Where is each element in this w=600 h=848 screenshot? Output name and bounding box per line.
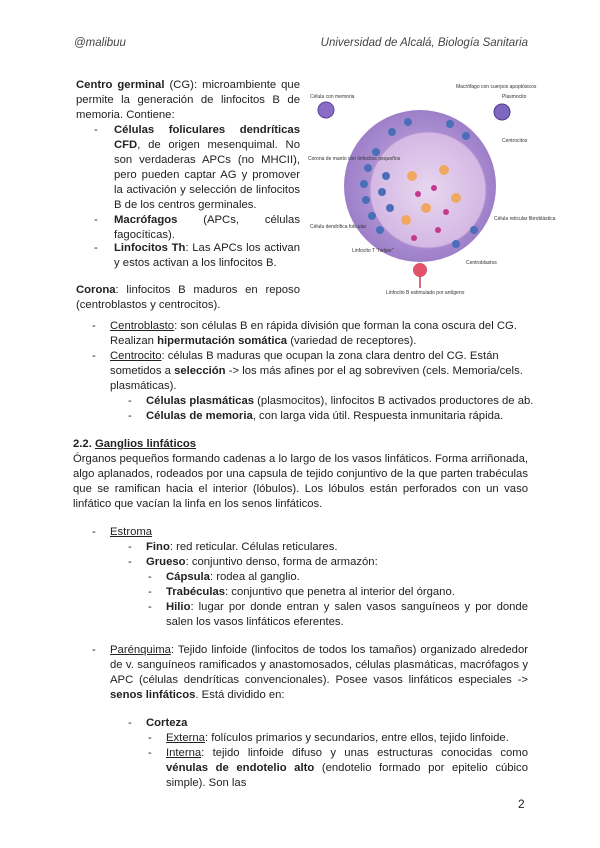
- centrocito-item: [110, 349, 528, 394]
- th-term: Linfocitos Th: [114, 242, 186, 254]
- bullet: -: [128, 395, 132, 407]
- centroblasto-text3: (variedad de receptores).: [287, 335, 417, 347]
- bullet: -: [148, 586, 152, 598]
- cg-item-th: [114, 241, 300, 271]
- plasmaticas-item: [146, 394, 533, 409]
- bullet: -: [92, 350, 96, 362]
- memory-cell-icon: [318, 102, 334, 118]
- label-corona: Corona de manto con linfocitos pequeños: [308, 156, 401, 162]
- bullet: -: [94, 124, 98, 136]
- macrofagos-term: Macrófagos: [114, 214, 178, 226]
- memoria-text: , con larga vida útil. Respuesta inmunitaria rápida.: [252, 410, 504, 422]
- fino-item: [146, 540, 337, 555]
- bullet: -: [148, 732, 152, 744]
- label-helper: Linfocito T "helper": [352, 248, 394, 254]
- section-title: Ganglios linfáticos: [94, 438, 197, 450]
- hilio-item: [166, 600, 528, 630]
- trabeculas-text: : conjuntivo que penetra al interior del órgano.: [225, 586, 455, 598]
- bullet: -: [148, 601, 152, 613]
- label-plasmocito: Plasmocito: [502, 94, 527, 100]
- venulas-term: vénulas de endotelio alto: [166, 762, 315, 774]
- centrocito-text2: sometidos a: [110, 365, 175, 377]
- grueso-item: [146, 555, 378, 570]
- parenquima-label: Parénquima: [110, 644, 171, 656]
- germinal-center-figure: [306, 80, 556, 302]
- centrocito-text4: plasmáticas).: [110, 380, 177, 392]
- label-reticular: Célula reticular fibroblástica: [494, 216, 556, 222]
- corona-term: Corona: [76, 284, 116, 296]
- memoria-item: [146, 409, 503, 424]
- hilio-text: : lugar por donde entran y salen vasos sanguíneos y por donde salen los vasos linfáticos eferentes.: [166, 601, 528, 628]
- section-paragraph: Órganos pequeños formando cadenas a lo largo de los vasos linfáticos. Forma arriñonada, algo aplanados, rodeados por una capsula de tejido conjuntivo de la que parten trabéculas que se ramifican hacia el interior (lóbulos). Los lóbulos están perforados con un vaso linfático que vacían la linfa en los senos linfáticos.: [73, 453, 528, 510]
- interna-item: [166, 746, 528, 791]
- header-university: Universidad de Alcalá, Biología Sanitaria: [320, 37, 528, 49]
- externa-text: : folículos primarios y secundarios, entre ellos, tejido linfoide.: [204, 732, 509, 744]
- cfd-term: Células foliculares dendríticas CFD: [114, 124, 300, 151]
- macrofagos-text: (APCs, células fagocíticas).: [114, 214, 300, 241]
- centroblasto-item: [110, 319, 528, 349]
- centrocito-text: : células B maduras que ocupan la zona clara dentro del CG. Están: [161, 350, 499, 362]
- bullet: -: [94, 242, 98, 254]
- cg-intro-text: (CG): microambiente que permite la generación de linfocitos B de memoria. Contiene:: [76, 79, 300, 121]
- externa-label: Externa: [166, 732, 205, 744]
- label-celula-memoria: Célula con memoria: [310, 94, 355, 100]
- bullet: -: [92, 526, 96, 538]
- label-centroblastos: Centroblastos: [466, 260, 497, 266]
- page-number: 2: [518, 797, 525, 811]
- bullet: -: [148, 747, 152, 759]
- corteza-label: Corteza: [146, 717, 188, 729]
- parenquima-item: [110, 643, 528, 703]
- parenquima-text: : Tejido linfoide (linfocitos de todos los tamaños) organizado alrededor de v. sanguíneos ramificados y anastomosados, células plasmáticas, macrófagos y APC (células dendríticas convencionales). Posee vasos linfáticos especiales ->: [110, 644, 528, 686]
- grueso-text: : conjuntivo denso, forma de armazón:: [185, 556, 378, 568]
- bullet: -: [94, 214, 98, 226]
- plasmaticas-term: Células plasmáticas: [146, 395, 255, 407]
- section-number: 2.2.: [73, 438, 95, 450]
- interna-text-end: (endotelio formado por epitelio cúbico simple). Son las: [166, 762, 528, 789]
- trabeculas-item: [166, 585, 455, 600]
- fino-text: : red reticular. Células reticulares.: [169, 541, 338, 553]
- cg-title: Centro germinal: [76, 79, 165, 91]
- corona-desc: : linfocitos B maduros en reposo (centroblastos y centrocitos).: [76, 284, 300, 311]
- senos-term: senos linfáticos: [110, 689, 196, 701]
- parenquima-text-end: . Está dividido en:: [195, 689, 285, 701]
- header-author: @malibuu: [74, 37, 126, 49]
- grueso-term: Grueso: [146, 556, 186, 568]
- interna-label: Interna: [166, 747, 202, 759]
- plasmocyte-icon: [494, 104, 510, 120]
- centrocito-text3: -> los más afines por el ag sobreviven (cels. Memoria/cels.: [225, 365, 523, 377]
- b-lymphocyte-icon: [413, 263, 427, 277]
- bullet: -: [128, 410, 132, 422]
- germinal-center-core: [370, 132, 486, 248]
- corona-text: [76, 283, 300, 313]
- cg-item-cfd: [114, 123, 300, 213]
- capsula-text: : rodea al ganglio.: [209, 571, 300, 583]
- centroblasto-label: Centroblasto: [110, 320, 175, 332]
- section-heading: [73, 437, 196, 452]
- trabeculas-term: Trabéculas: [166, 586, 226, 598]
- hipermutacion-term: hipermutación somática: [157, 335, 288, 347]
- bullet: -: [128, 556, 132, 568]
- th-text: : Las APCs los activan y estos activan a los linfocitos B.: [114, 242, 300, 269]
- centroblasto-text: : son células B en rápida división que forman la cona oscura del CG.: [174, 320, 517, 332]
- capsula-item: [166, 570, 300, 585]
- bullet: -: [92, 320, 96, 332]
- interna-text: : tejido linfoide difuso y unas estructuras conocidas como: [201, 747, 528, 759]
- hilio-term: Hilio: [166, 601, 191, 613]
- externa-item: [166, 731, 509, 746]
- label-centrocitos: Centrocitos: [502, 138, 528, 144]
- cfd-text: , de origen mesenquimal. No son verdaderas APCs (no MHCII), pero pueden captar AG y promover la activación y selección de linfocitos B de los centros germinales.: [114, 139, 300, 211]
- bullet: -: [128, 541, 132, 553]
- label-dendritica: Célula dendrítica folicular: [310, 224, 367, 230]
- bullet: -: [92, 644, 96, 656]
- centrocito-label: Centrocito: [110, 350, 162, 362]
- plasmaticas-text: (plasmocitos), linfocitos B activados productores de ab.: [254, 395, 534, 407]
- seleccion-term: selección: [174, 365, 226, 377]
- bullet: -: [128, 717, 132, 729]
- capsula-term: Cápsula: [166, 571, 210, 583]
- label-macrofago: Macrófago con cuerpos apoptósicos: [456, 84, 537, 90]
- estroma-label: Estroma: [110, 526, 153, 538]
- fino-term: Fino: [146, 541, 170, 553]
- memoria-term: Células de memoria: [146, 410, 253, 422]
- label-linfocito-b: Linfocito B estimulado por antígeno: [386, 290, 465, 296]
- bullet: -: [148, 571, 152, 583]
- cg-item-macrofagos: [114, 213, 300, 243]
- centroblasto-text2: Realizan: [110, 335, 158, 347]
- cg-intro: [76, 78, 300, 123]
